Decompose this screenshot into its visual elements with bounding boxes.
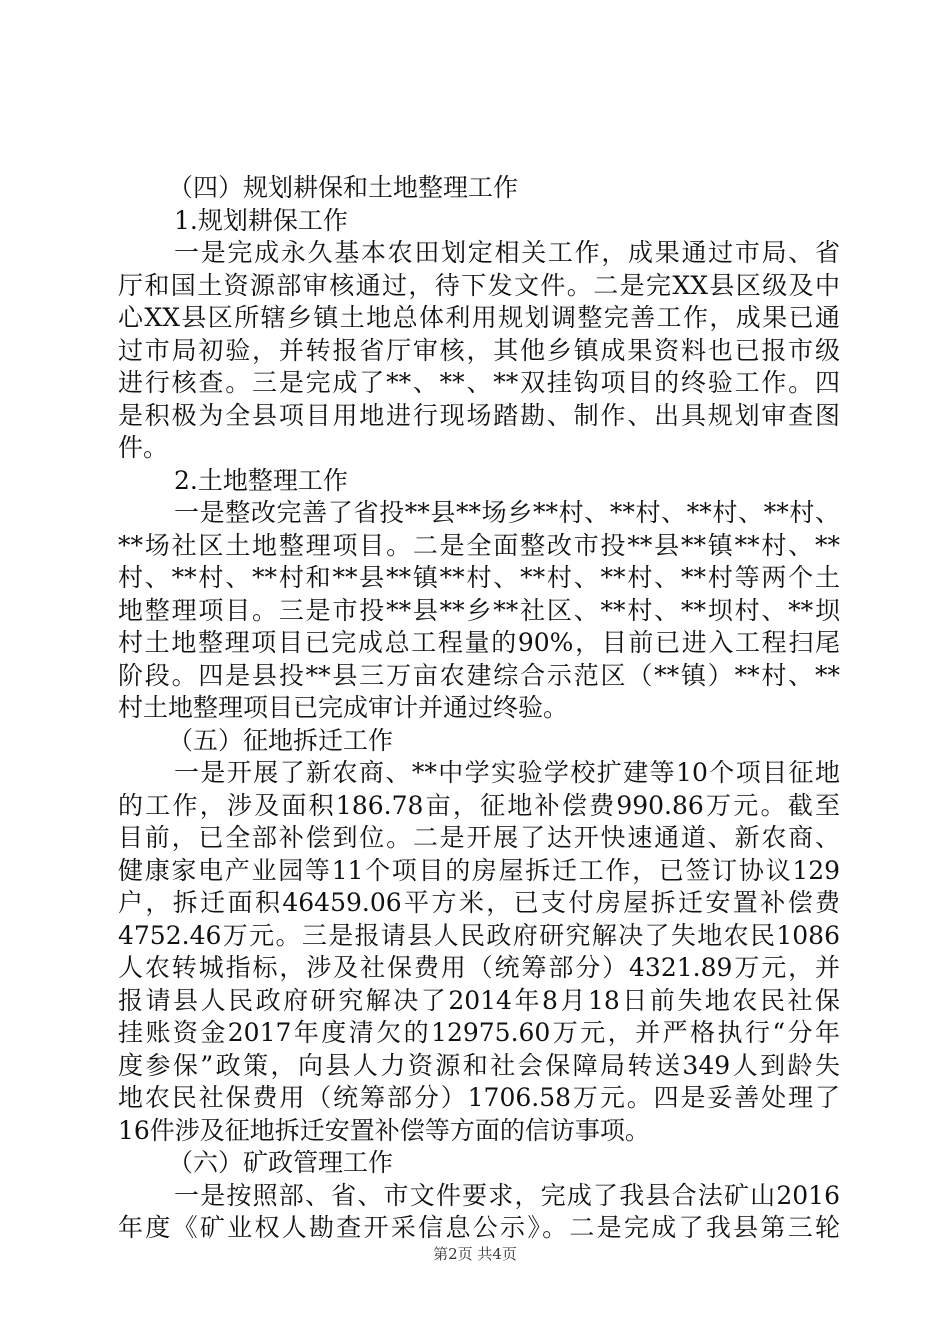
text-line: 进行核查。三是完成了**、**、**双挂钩项目的终验工作。四 <box>118 368 840 397</box>
text-line: 过市局初验，并转报省厅审核，其他乡镇成果资料也已报市级 <box>118 335 840 365</box>
text-line: 是积极为全县项目用地进行现场踏勘、制作、出具规划审查图 <box>118 400 840 430</box>
document-body <box>118 172 840 1245</box>
text-line: 地农民社保费用（统筹部分）1706.58万元。四是妥善处理了 <box>118 1083 840 1112</box>
text-line: （六）矿政管理工作 <box>168 1148 394 1177</box>
text-line: 1.规划耕保工作 <box>174 205 348 235</box>
text-line: 挂账资金2017年度清欠的12975.60万元，并严格执行“分年 <box>118 1018 840 1047</box>
text-line: 厅和国土资源部审核通过，待下发文件。二是完XX县区级及中 <box>118 270 840 300</box>
text-line: 一是按照部、省、市文件要求，完成了我县合法矿山2016 <box>174 1180 840 1210</box>
text-line: 地整理项目。三是市投**县**乡**社区、**村、**坝村、**坝 <box>118 595 840 625</box>
text-line: 件。 <box>118 433 169 462</box>
text-line: 一是开展了新农商、**中学实验学校扩建等10个项目征地 <box>174 758 840 787</box>
text-line: （四）规划耕保和土地整理工作 <box>168 173 519 202</box>
text-line: 人农转城指标，涉及社保费用（统筹部分）4321.89万元，并 <box>118 953 840 982</box>
text-line: 的工作，涉及面积186.78亩，征地补偿费990.86万元。截至 <box>118 790 840 820</box>
text-line: 4752.46万元。三是报请县人民政府研究解决了失地农民1086 <box>118 920 840 950</box>
page-number-footer: 第2页 共4页 <box>433 1245 517 1263</box>
text-line: 报请县人民政府研究解决了2014年8月18日前失地农民社保 <box>118 985 840 1015</box>
text-line: **场社区土地整理项目。二是全面整改市投**县**镇**村、** <box>118 530 840 560</box>
text-line: 阶段。四是县投**县三万亩农建综合示范区（**镇）**村、** <box>118 660 840 690</box>
text-line: 一是整改完善了省投**县**场乡**村、**村、**村、**村、 <box>174 498 840 527</box>
text-line: 健康家电产业园等11个项目的房屋拆迁工作，已签订协议129 <box>118 855 840 885</box>
text-line: 户，拆迁面积46459.06平方米，已支付房屋拆迁安置补偿费 <box>118 888 840 917</box>
text-line: （五）征地拆迁工作 <box>168 725 394 755</box>
text-line: 一是完成永久基本农田划定相关工作，成果通过市局、省 <box>174 238 840 267</box>
text-line: 年度《矿业权人勘查开采信息公示》。二是完成了我县第三轮 <box>118 1213 840 1242</box>
text-line: 村、**村、**村和**县**镇**村、**村、**村、**村等两个土 <box>118 563 840 592</box>
text-line: 村土地整理项目已完成审计并通过终验。 <box>118 693 569 722</box>
text-line: 度参保”政策，向县人力资源和社会保障局转送349人到龄失 <box>118 1050 840 1080</box>
text-line: 2.土地整理工作 <box>174 465 348 495</box>
text-line: 村土地整理项目已完成总工程量的90%，目前已进入工程扫尾 <box>118 628 840 657</box>
text-line: 16件涉及征地拆迁安置补偿等方面的信访事项。 <box>118 1115 650 1145</box>
text-line: 目前，已全部补偿到位。二是开展了达开快速通道、新农商、 <box>118 823 840 852</box>
text-line: 心XX县区所辖乡镇土地总体利用规划调整完善工作，成果已通 <box>118 303 840 332</box>
